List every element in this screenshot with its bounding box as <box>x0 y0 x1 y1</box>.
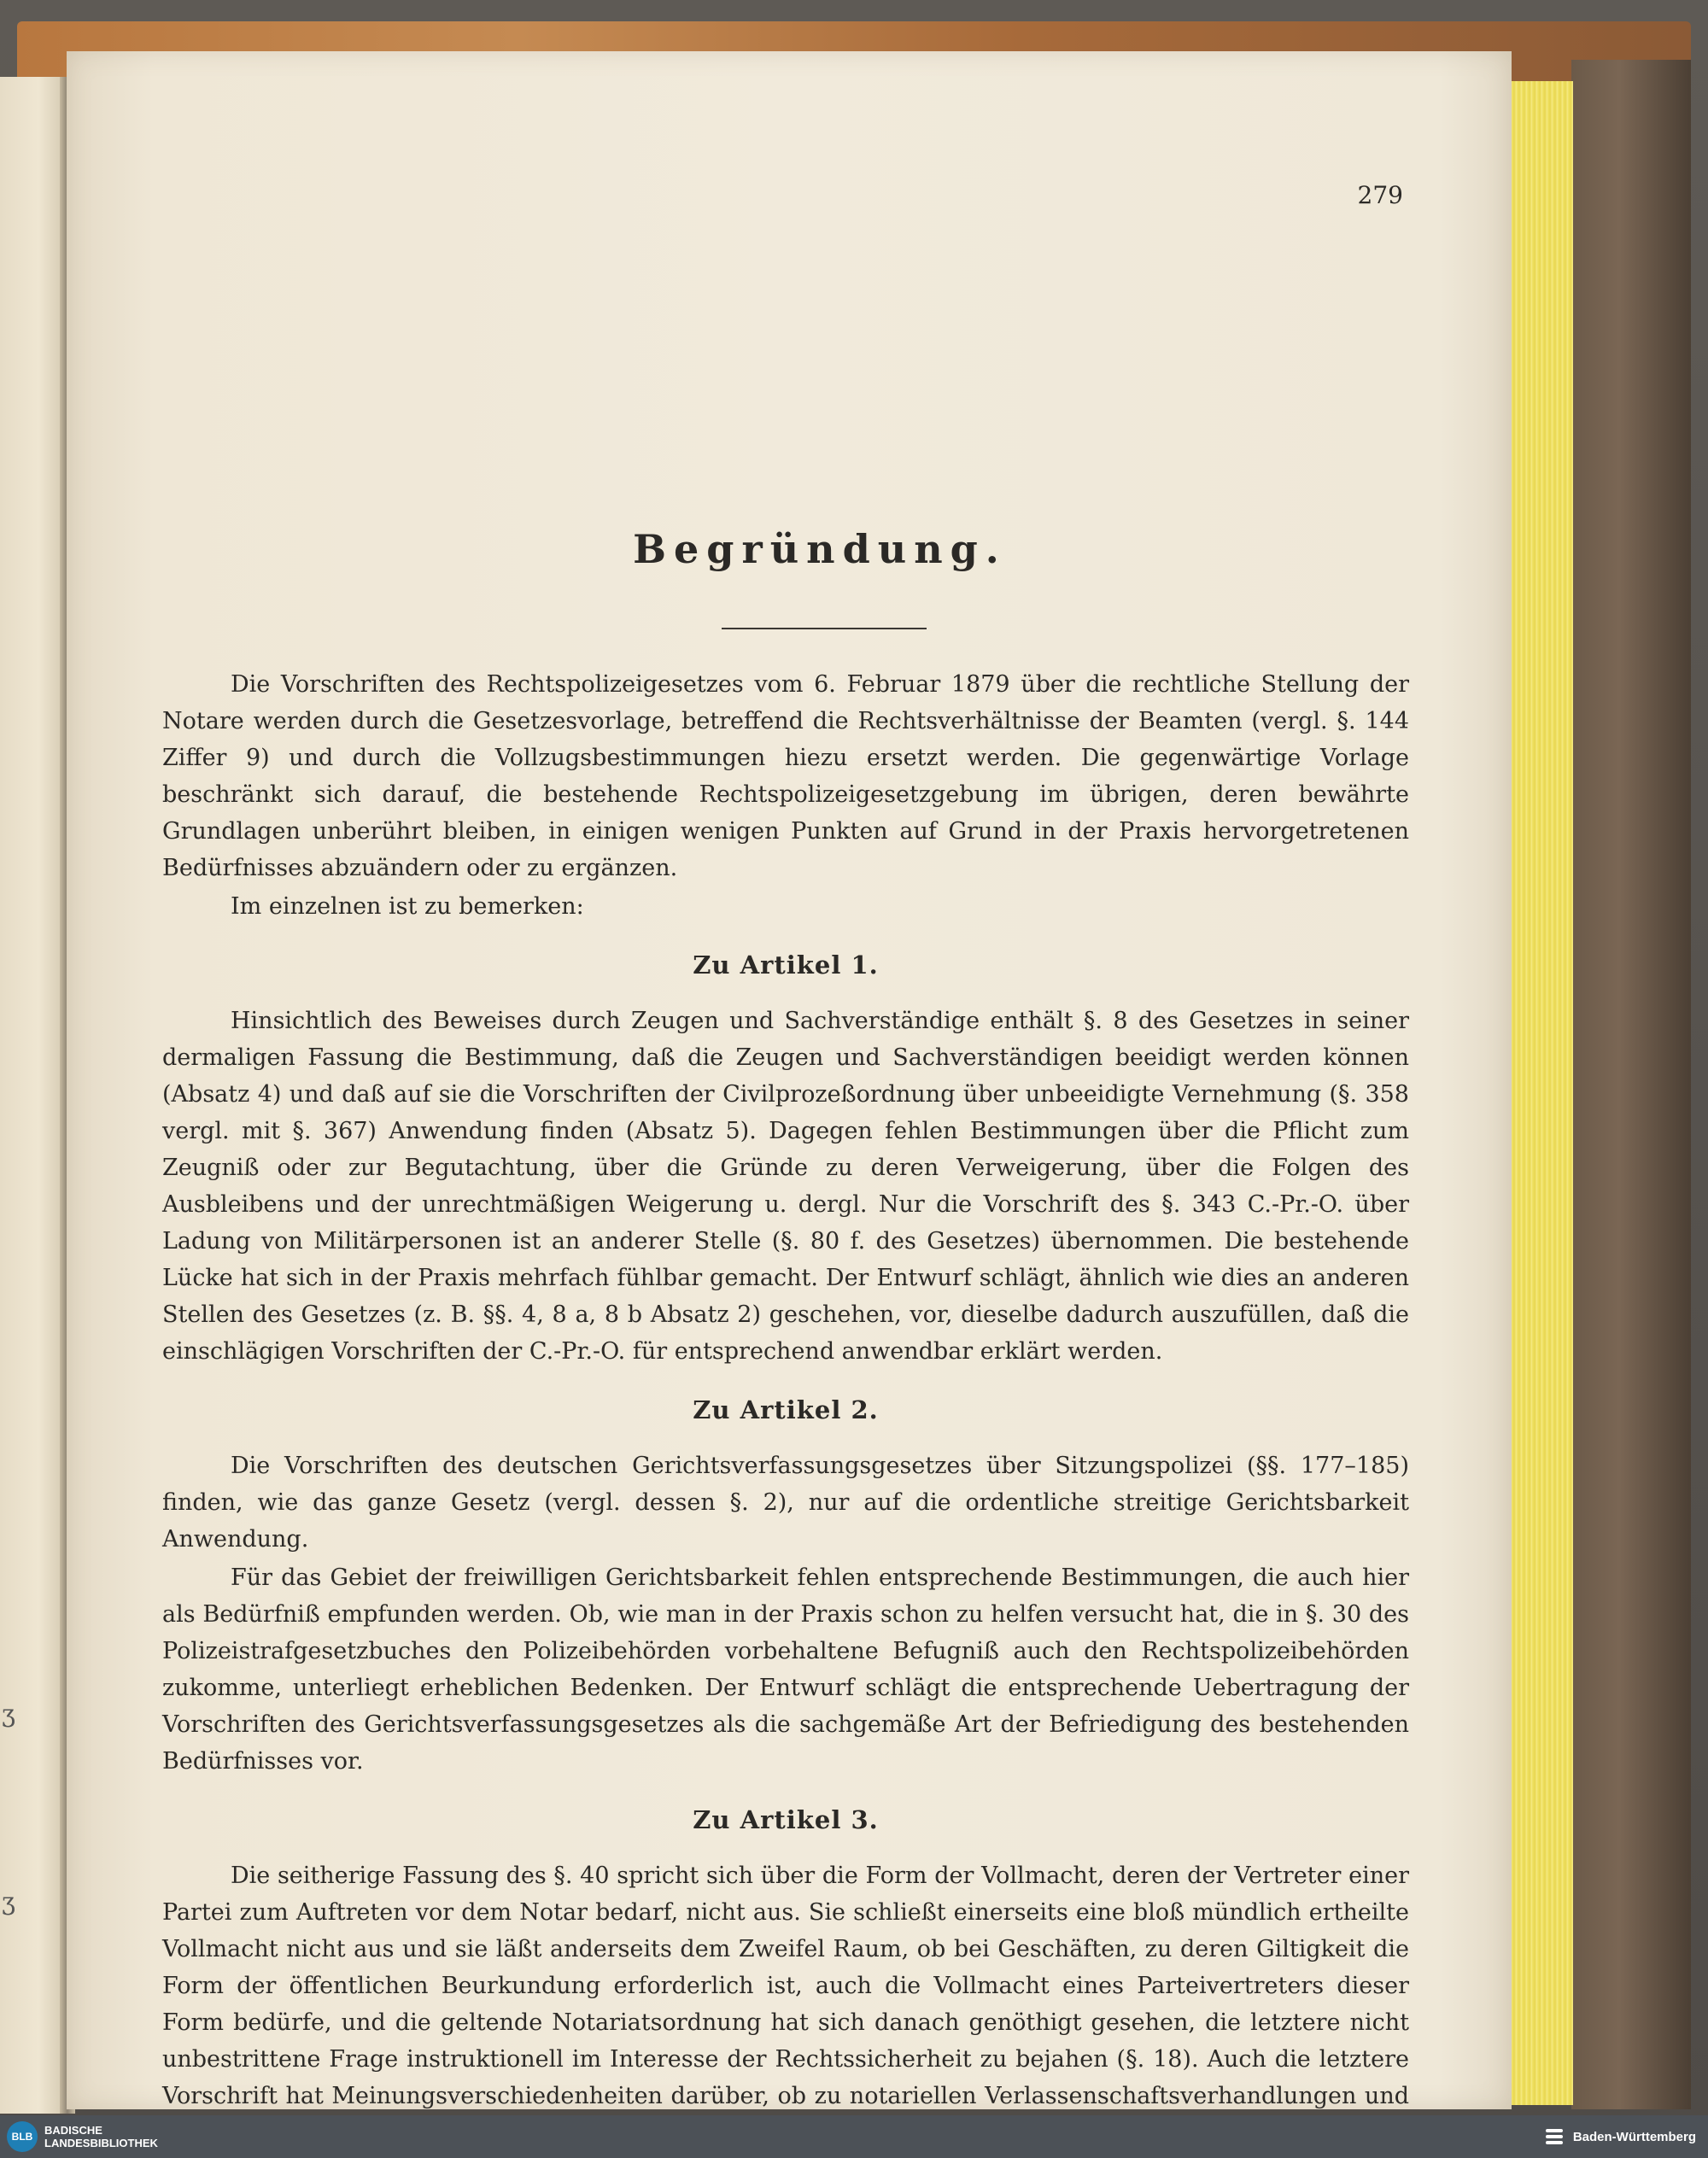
art1-paragraph: Hinsichtlich des Beweises durch Zeugen und Sachverständige enthält §. 8 des Gesetzes in seiner dermaligen Fassung die Bestimmung, daß die Zeugen und Sachverständigen beeidigt werden können (Absatz 4) und daß auf sie die Vorschriften der Civilprozeßordnung über unbeeidigte Vernehmung (§. 358 vergl. mit §. 367) Anwendung finden (Absatz 5). Dagegen fehlen Bestimmungen über die Pflicht zum Zeugniß oder zur Begutachtung, über die Gründe zu deren Verweigerung, über die Folgen des Ausbleibens und der unrechtmäßigen Weigerung u. dergl. Nur die Vorschrift des §. 343 C.-Pr.-O. über Ladung von Militärpersonen ist an anderer Stelle (§. 80 f. des Gesetzes) übernommen. Die bestehende Lücke hat sich in der Praxis mehrfach fühlbar gemacht. Der Entwurf schlägt, ähnlich wie dies an anderen Stellen des Gesetzes (z. B. §§. 4, 8 a, 8 b Absatz 2) geschehen, vor, dieselbe dadurch auszufüllen, daß die einschlägigen Vorschriften der C.-Pr.-O. für entsprechend anwendbar erklärt werden. <box>162 1008 1409 1365</box>
bw-crest-icon <box>1542 2124 1566 2149</box>
margin-mark: ʒ <box>2 1699 15 1728</box>
page-number: 279 <box>1357 181 1403 209</box>
section-heading-art2: Zu Artikel 2. <box>693 1395 879 1424</box>
page-title: Begründung. <box>633 526 1007 572</box>
margin-mark: ʒ <box>2 1887 15 1915</box>
document-body <box>162 666 1409 2151</box>
art3-paragraph: Die seitherige Fassung des §. 40 spricht sich über die Form der Vollmacht, deren der Vertreter einer Partei zum Auftreten vor dem Notar bedarf, nicht aus. Sie schließt einerseits eine bloß mündlich ertheilte Vollmacht nicht aus und sie läßt anderseits dem Zweifel Raum, ob bei Geschäften, zu deren Giltigkeit die Form der öffentlichen Beurkundung erforderlich ist, auch die Vollmacht eines Parteivertreters dieser Form bedürfe, und die geltende Notariatsordnung hat sich danach genöthigt gesehen, die letztere nicht unbestrittene Frage instruktionell im Interesse der Rechtssicherheit zu bejahen (§. 18). Auch die letztere Vorschrift hat Meinungsverschiedenheiten darüber, ob zu notariellen Verlassenschaftsverhandlungen und <box>162 1863 1409 2109</box>
section-heading-art1: Zu Artikel 1. <box>693 950 879 980</box>
intro-paragraph: Im einzelnen ist zu bemerken: <box>231 893 584 920</box>
viewer-footer <box>0 2115 1708 2158</box>
blb-name-line1: BADISCHE <box>44 2124 102 2137</box>
bw-label: Baden-Württemberg <box>1572 2129 1696 2144</box>
left-page-edge <box>0 77 64 2114</box>
bw-branding[interactable] <box>1542 2124 1696 2149</box>
blb-logo-icon: BLB <box>7 2121 38 2152</box>
title-rule <box>722 628 927 629</box>
blb-name-line2: LANDESBIBLIOTHEK <box>44 2137 158 2149</box>
blb-branding[interactable] <box>7 2121 158 2152</box>
art2-paragraph: Für das Gebiet der freiwilligen Gerichtsbarkeit fehlen entsprechende Bestimmungen, die auch hier als Bedürfniß empfunden werden. Ob, wie man in der Praxis schon zu helfen versucht hat, die in §. 30 des Polizeistrafgesetzbuches den Polizeibehörden vorbehaltene Befugniß auch den Rechtspolizeibehörden zukomme, unterliegt erheblichen Bedenken. Der Entwurf schlägt die entsprechende Uebertragung der Vorschriften des Gerichtsverfassungsgesetzes als die sachgemäße Art der Befriedigung des bestehenden Bedürfnisses vor. <box>162 1564 1409 1775</box>
section-heading-art3: Zu Artikel 3. <box>693 1805 879 1834</box>
page-edges <box>1510 81 1573 2105</box>
intro-paragraph: Die Vorschriften des Rechtspolizeigesetzes vom 6. Februar 1879 über die rechtliche Stellung der Notare werden durch die Gesetzesvorlage, betreffend die Rechtsverhältnisse der Beamten (vergl. §. 144 Ziffer 9) und durch die Vollzugsbestimmungen hiezu ersetzt werden. Die gegenwärtige Vorlage beschränkt sich darauf, die bestehende Rechtspolizeigesetzgebung im übrigen, deren bewährte Grundlagen unberührt bleiben, in einigen wenigen Punkten auf Grund in der Praxis hervorgetretenen Bedürfnisses abzuändern oder zu ergänzen. <box>162 671 1409 881</box>
art2-paragraph: Die Vorschriften des deutschen Gerichtsverfassungsgesetzes über Sitzungspolizei (§§. 177–185) finden, wie das ganze Gesetz (vergl. dessen §. 2), nur auf die ordentliche streitige Gerichtsbarkeit Anwendung. <box>162 1453 1409 1553</box>
book-cover-right <box>1571 60 1691 2109</box>
